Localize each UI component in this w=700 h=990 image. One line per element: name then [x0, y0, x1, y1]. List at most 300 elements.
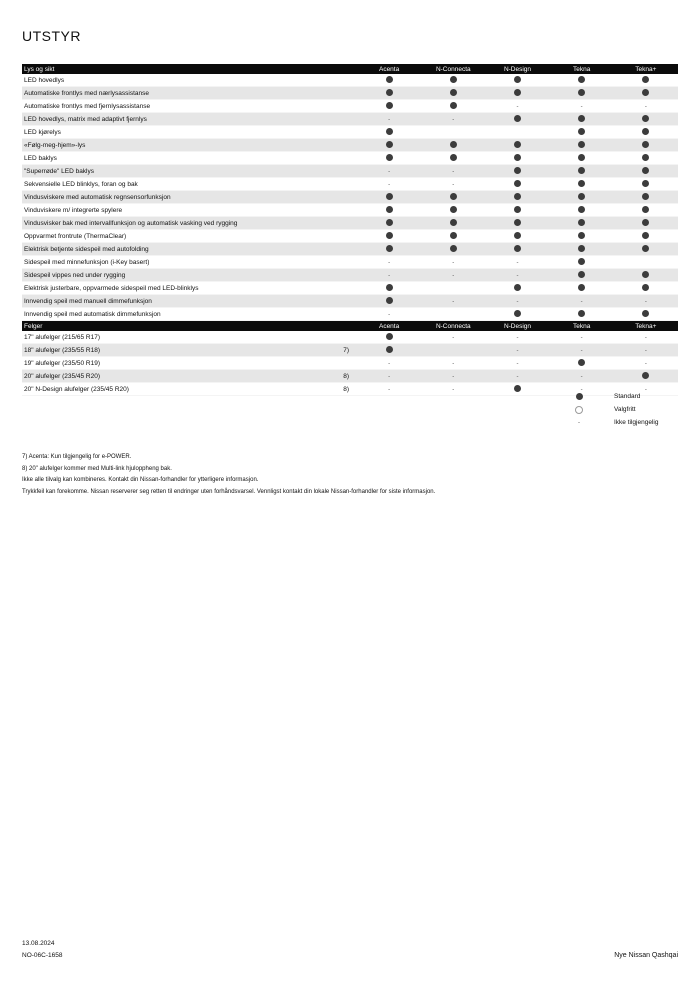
- standard-dot-icon: [386, 128, 393, 135]
- availability-cell: [357, 139, 421, 152]
- standard-dot-icon: [642, 245, 649, 252]
- standard-dot-icon: [578, 180, 585, 187]
- feature-label: LED kjørelys: [22, 126, 327, 139]
- standard-dot-icon: [450, 154, 457, 161]
- standard-dot-icon: [642, 271, 649, 278]
- table-row: [22, 152, 678, 165]
- dash-icon: -: [516, 334, 519, 341]
- standard-dot-icon: [514, 167, 521, 174]
- feature-label: LED hovedlys, matrix med adaptivt fjernlys: [22, 113, 327, 126]
- standard-dot-icon: [578, 206, 585, 213]
- availability-cell: [614, 256, 678, 269]
- availability-cell: [614, 204, 678, 217]
- footnote-ref: [327, 152, 357, 165]
- availability-cell: [357, 152, 421, 165]
- table-row: [22, 178, 678, 191]
- standard-dot-icon: [450, 232, 457, 239]
- trim-header: Tekna: [550, 64, 614, 74]
- standard-dot-icon: [450, 219, 457, 226]
- standard-dot-icon: [514, 154, 521, 161]
- footnote-ref: [327, 230, 357, 243]
- availability-cell: [485, 243, 549, 256]
- table-row: [22, 230, 678, 243]
- availability-cell: [614, 282, 678, 295]
- table-row: [22, 139, 678, 152]
- standard-dot-icon: [450, 102, 457, 109]
- standard-dot-icon: [578, 284, 585, 291]
- table-row: [22, 357, 678, 370]
- table-row: [22, 113, 678, 126]
- availability-cell: [614, 331, 678, 344]
- standard-dot-icon: [386, 206, 393, 213]
- trim-header: Tekna+: [614, 64, 678, 74]
- section-header: [22, 321, 678, 332]
- standard-dot-icon: [386, 245, 393, 252]
- standard-dot-icon: [642, 206, 649, 213]
- availability-cell: [421, 230, 485, 243]
- feature-label: Automatiske frontlys med nærlysassistanse: [22, 87, 327, 100]
- dash-icon: -: [452, 298, 455, 305]
- standard-dot-icon: [642, 193, 649, 200]
- availability-cell: [485, 370, 549, 383]
- feature-label: 20" alufelger (235/45 R20): [22, 370, 327, 383]
- table-row: [22, 165, 678, 178]
- availability-cell: [421, 100, 485, 113]
- footnote-ref: [327, 178, 357, 191]
- table-row: [22, 191, 678, 204]
- dash-icon: -: [644, 298, 647, 305]
- footnote-ref: [327, 282, 357, 295]
- standard-dot-icon: [642, 180, 649, 187]
- availability-cell: [357, 331, 421, 344]
- feature-label: Oppvarmet frontrute (ThermaClear): [22, 230, 327, 243]
- availability-cell: [357, 344, 421, 357]
- standard-dot-icon: [642, 219, 649, 226]
- standard-dot-icon: [642, 76, 649, 83]
- dash-icon: -: [388, 360, 391, 367]
- footnote-ref: [327, 217, 357, 230]
- availability-cell: [485, 113, 549, 126]
- legend: [572, 390, 658, 429]
- standard-dot-icon: [578, 310, 585, 317]
- availability-cell: [485, 74, 549, 87]
- availability-cell: [357, 126, 421, 139]
- availability-cell: [550, 152, 614, 165]
- table-row: [22, 217, 678, 230]
- footer-model: Nye Nissan Qashqai: [614, 952, 678, 959]
- feature-label: 20" N-Design alufelger (235/45 R20): [22, 383, 327, 396]
- dash-icon: -: [580, 334, 583, 341]
- standard-dot-icon: [642, 167, 649, 174]
- availability-cell: [485, 331, 549, 344]
- availability-cell: [550, 74, 614, 87]
- footnote-ref: [327, 357, 357, 370]
- availability-cell: [614, 357, 678, 370]
- availability-cell: [485, 178, 549, 191]
- table-row: [22, 100, 678, 113]
- availability-cell: [550, 204, 614, 217]
- availability-cell: [550, 165, 614, 178]
- footnote-ref: [327, 295, 357, 308]
- standard-dot-icon: [386, 219, 393, 226]
- dash-icon: -: [516, 298, 519, 305]
- dash-icon: -: [388, 311, 391, 318]
- standard-dot-icon: [386, 102, 393, 109]
- standard-dot-icon: [514, 219, 521, 226]
- note-column-header: [327, 321, 357, 332]
- availability-cell: [421, 282, 485, 295]
- footnote-ref: 8): [327, 383, 357, 396]
- feature-label: Vinduviskere m/ integrerte spylere: [22, 204, 327, 217]
- availability-cell: [357, 230, 421, 243]
- footnote: Ikke alle tilvalg kan kombineres. Kontakt din Nissan-forhandler for ytterligere informasjon.: [22, 477, 259, 483]
- equipment-table: [22, 64, 678, 396]
- standard-dot-icon: [578, 219, 585, 226]
- availability-cell: [485, 230, 549, 243]
- trim-header: Tekna: [550, 321, 614, 332]
- footnote: Trykkfeil kan forekomme. Nissan reserverer seg retten til endringer uten forhåndsvarsel. Vennligst kontakt din lokale Nissan-forhandler for siste informasjon.: [22, 488, 436, 495]
- feature-label: Vindusvisker bak med intervallfunksjon og automatisk vasking ved rygging: [22, 217, 327, 230]
- dash-icon: -: [452, 272, 455, 279]
- standard-dot-icon: [450, 193, 457, 200]
- availability-cell: [614, 217, 678, 230]
- footnote-ref: [327, 165, 357, 178]
- availability-cell: [357, 74, 421, 87]
- availability-cell: [357, 204, 421, 217]
- availability-cell: [357, 113, 421, 126]
- footer-date: 13.08.2024: [22, 940, 55, 947]
- availability-cell: [357, 87, 421, 100]
- standard-dot-icon: [642, 141, 649, 148]
- standard-dot-icon: [450, 141, 457, 148]
- availability-cell: [421, 139, 485, 152]
- standard-dot-icon: [386, 284, 393, 291]
- standard-dot-icon: [578, 76, 585, 83]
- footnote-ref: 7): [327, 344, 357, 357]
- feature-label: Sekvensielle LED blinklys, foran og bak: [22, 178, 327, 191]
- availability-cell: [421, 370, 485, 383]
- availability-cell: [614, 308, 678, 321]
- footnote-ref: [327, 139, 357, 152]
- availability-cell: [550, 126, 614, 139]
- standard-dot-icon: [642, 89, 649, 96]
- dash-icon: -: [388, 373, 391, 380]
- standard-dot-icon: [642, 284, 649, 291]
- dash-icon: -: [644, 386, 647, 393]
- feature-label: LED baklys: [22, 152, 327, 165]
- availability-cell: [550, 243, 614, 256]
- availability-cell: [421, 344, 485, 357]
- dash-icon: -: [516, 103, 519, 110]
- footnote-ref: 8): [327, 370, 357, 383]
- availability-cell: [614, 344, 678, 357]
- dash-icon: -: [388, 181, 391, 188]
- standard-dot-icon: [642, 115, 649, 122]
- dash-icon: -: [452, 360, 455, 367]
- availability-cell: [357, 308, 421, 321]
- availability-cell: [550, 178, 614, 191]
- dash-icon: -: [644, 360, 647, 367]
- table-row: [22, 370, 678, 383]
- availability-cell: [421, 204, 485, 217]
- standard-dot-icon: [386, 76, 393, 83]
- dash-icon: -: [516, 259, 519, 266]
- dash-icon: -: [452, 168, 455, 175]
- availability-cell: [550, 269, 614, 282]
- availability-cell: [357, 370, 421, 383]
- availability-cell: [485, 308, 549, 321]
- availability-cell: [614, 100, 678, 113]
- footnote-ref: [327, 87, 357, 100]
- footer-code: NO-06C-1658: [22, 952, 63, 959]
- footnote-ref: [327, 243, 357, 256]
- availability-cell: [485, 139, 549, 152]
- table-row: [22, 295, 678, 308]
- footnote-ref: [327, 74, 357, 87]
- availability-cell: [550, 344, 614, 357]
- dash-icon: -: [388, 168, 391, 175]
- availability-cell: [421, 357, 485, 370]
- availability-cell: [550, 295, 614, 308]
- note-column-header: [327, 64, 357, 74]
- dash-icon: -: [388, 259, 391, 266]
- availability-cell: [550, 331, 614, 344]
- availability-cell: [357, 100, 421, 113]
- availability-cell: [421, 113, 485, 126]
- standard-dot-icon: [578, 128, 585, 135]
- standard-dot-icon: [514, 385, 521, 392]
- availability-cell: [485, 87, 549, 100]
- dash-icon: -: [452, 259, 455, 266]
- table-row: [22, 282, 678, 295]
- dash-icon: -: [516, 373, 519, 380]
- availability-cell: [421, 256, 485, 269]
- standard-dot-icon: [578, 271, 585, 278]
- table-row: [22, 126, 678, 139]
- standard-dot-icon: [514, 206, 521, 213]
- page-title: UTSTYR: [22, 28, 81, 44]
- standard-dot-icon: [642, 128, 649, 135]
- standard-dot-icon: [386, 141, 393, 148]
- availability-cell: [357, 178, 421, 191]
- feature-label: 19" alufelger (235/50 R19): [22, 357, 327, 370]
- availability-cell: [357, 243, 421, 256]
- dash-icon: -: [580, 373, 583, 380]
- feature-label: Innvendig speil med manuell dimmefunksjon: [22, 295, 327, 308]
- standard-dot-icon: [578, 258, 585, 265]
- availability-cell: [485, 126, 549, 139]
- availability-cell: [421, 243, 485, 256]
- availability-cell: [614, 191, 678, 204]
- dash-icon: -: [516, 272, 519, 279]
- dash-icon: -: [516, 347, 519, 354]
- dash-icon: -: [452, 181, 455, 188]
- standard-dot-icon: [642, 154, 649, 161]
- availability-cell: [550, 308, 614, 321]
- footnote-ref: [327, 126, 357, 139]
- standard-dot-icon: [450, 89, 457, 96]
- table-row: [22, 344, 678, 357]
- availability-cell: [614, 139, 678, 152]
- feature-label: 17" alufelger (215/65 R17): [22, 331, 327, 344]
- standard-dot-icon: [576, 393, 583, 400]
- standard-dot-icon: [642, 232, 649, 239]
- availability-cell: [614, 230, 678, 243]
- availability-cell: [485, 100, 549, 113]
- availability-cell: [614, 113, 678, 126]
- availability-cell: [421, 165, 485, 178]
- footnote-ref: [327, 269, 357, 282]
- availability-cell: [421, 295, 485, 308]
- standard-dot-icon: [386, 297, 393, 304]
- table-row: [22, 243, 678, 256]
- availability-cell: [614, 243, 678, 256]
- dash-icon: -: [452, 386, 455, 393]
- availability-cell: [614, 87, 678, 100]
- availability-cell: [614, 126, 678, 139]
- section-title: Lys og sikt: [22, 64, 327, 74]
- standard-dot-icon: [514, 310, 521, 317]
- availability-cell: [614, 165, 678, 178]
- availability-cell: [485, 357, 549, 370]
- standard-dot-icon: [386, 333, 393, 340]
- availability-cell: [485, 295, 549, 308]
- footnote-ref: [327, 113, 357, 126]
- dash-icon: -: [580, 298, 583, 305]
- availability-cell: [614, 370, 678, 383]
- dash-icon: -: [452, 373, 455, 380]
- standard-dot-icon: [642, 372, 649, 379]
- availability-cell: [550, 256, 614, 269]
- dash-icon: -: [388, 116, 391, 123]
- availability-cell: [550, 370, 614, 383]
- section-title: Felger: [22, 321, 327, 332]
- trim-header: N-Design: [485, 321, 549, 332]
- table-row: [22, 204, 678, 217]
- footnote-ref: [327, 204, 357, 217]
- standard-dot-icon: [578, 141, 585, 148]
- availability-cell: [421, 87, 485, 100]
- footnote-ref: [327, 308, 357, 321]
- availability-cell: [485, 152, 549, 165]
- dash-icon: -: [578, 419, 580, 426]
- availability-cell: [550, 100, 614, 113]
- availability-cell: [421, 191, 485, 204]
- dash-icon: -: [644, 334, 647, 341]
- availability-cell: [421, 178, 485, 191]
- dash-icon: -: [452, 116, 455, 123]
- section-header: [22, 64, 678, 74]
- footnote-ref: [327, 331, 357, 344]
- availability-cell: [550, 113, 614, 126]
- availability-cell: [550, 230, 614, 243]
- feature-label: Sidespeil med minnefunksjon (i-Key basert): [22, 256, 327, 269]
- availability-cell: [421, 308, 485, 321]
- table-row: [22, 74, 678, 87]
- standard-dot-icon: [642, 310, 649, 317]
- standard-dot-icon: [514, 115, 521, 122]
- footnote-ref: [327, 191, 357, 204]
- table-row: [22, 87, 678, 100]
- availability-cell: [550, 191, 614, 204]
- availability-cell: [421, 217, 485, 230]
- table-row: [22, 256, 678, 269]
- availability-cell: [550, 282, 614, 295]
- trim-header: N-Design: [485, 64, 549, 74]
- availability-cell: [485, 191, 549, 204]
- availability-cell: [357, 191, 421, 204]
- legend-unavailable: - Ikke tilgjengelig: [572, 416, 658, 429]
- footnote: 7) Acenta: Kun tilgjengelig for e-POWER.: [22, 454, 132, 460]
- dash-icon: -: [580, 347, 583, 354]
- availability-cell: [614, 295, 678, 308]
- feature-label: Sidespeil vippes ned under rygging: [22, 269, 327, 282]
- availability-cell: [485, 204, 549, 217]
- dash-icon: -: [580, 386, 583, 393]
- availability-cell: [421, 331, 485, 344]
- availability-cell: [357, 217, 421, 230]
- availability-cell: [614, 178, 678, 191]
- standard-dot-icon: [514, 245, 521, 252]
- standard-dot-icon: [386, 232, 393, 239]
- standard-dot-icon: [514, 89, 521, 96]
- dash-icon: -: [388, 272, 391, 279]
- standard-dot-icon: [450, 206, 457, 213]
- standard-dot-icon: [386, 154, 393, 161]
- standard-dot-icon: [578, 193, 585, 200]
- availability-cell: [421, 74, 485, 87]
- standard-dot-icon: [578, 359, 585, 366]
- dash-icon: -: [516, 360, 519, 367]
- availability-cell: [357, 282, 421, 295]
- availability-cell: [485, 344, 549, 357]
- standard-dot-icon: [514, 141, 521, 148]
- standard-dot-icon: [450, 76, 457, 83]
- dash-icon: -: [644, 347, 647, 354]
- footnotes: [22, 452, 435, 498]
- feature-label: Elektrisk justerbare, oppvarmede sidespeil med LED-blinklys: [22, 282, 327, 295]
- standard-dot-icon: [514, 193, 521, 200]
- availability-cell: [485, 217, 549, 230]
- availability-cell: [485, 282, 549, 295]
- availability-cell: [614, 269, 678, 282]
- feature-label: Automatiske frontlys med fjernlysassistanse: [22, 100, 327, 113]
- feature-label: "Superrøde" LED baklys: [22, 165, 327, 178]
- standard-dot-icon: [514, 76, 521, 83]
- availability-cell: [550, 357, 614, 370]
- standard-dot-icon: [386, 89, 393, 96]
- availability-cell: [485, 165, 549, 178]
- standard-dot-icon: [578, 245, 585, 252]
- table-row: [22, 331, 678, 344]
- availability-cell: [614, 152, 678, 165]
- dash-icon: -: [580, 103, 583, 110]
- availability-cell: [421, 383, 485, 396]
- dash-icon: -: [452, 334, 455, 341]
- availability-cell: [421, 126, 485, 139]
- optional-dot-icon: [575, 406, 583, 414]
- standard-dot-icon: [578, 167, 585, 174]
- trim-header: Acenta: [357, 321, 421, 332]
- table-row: [22, 308, 678, 321]
- standard-dot-icon: [578, 89, 585, 96]
- footnote: 8) 20" alufelger kommer med Multi-link hjuloppheng bak.: [22, 465, 172, 472]
- availability-cell: [550, 139, 614, 152]
- footnote-ref: [327, 100, 357, 113]
- availability-cell: [357, 165, 421, 178]
- legend-standard: Standard: [572, 390, 658, 403]
- availability-cell: [421, 152, 485, 165]
